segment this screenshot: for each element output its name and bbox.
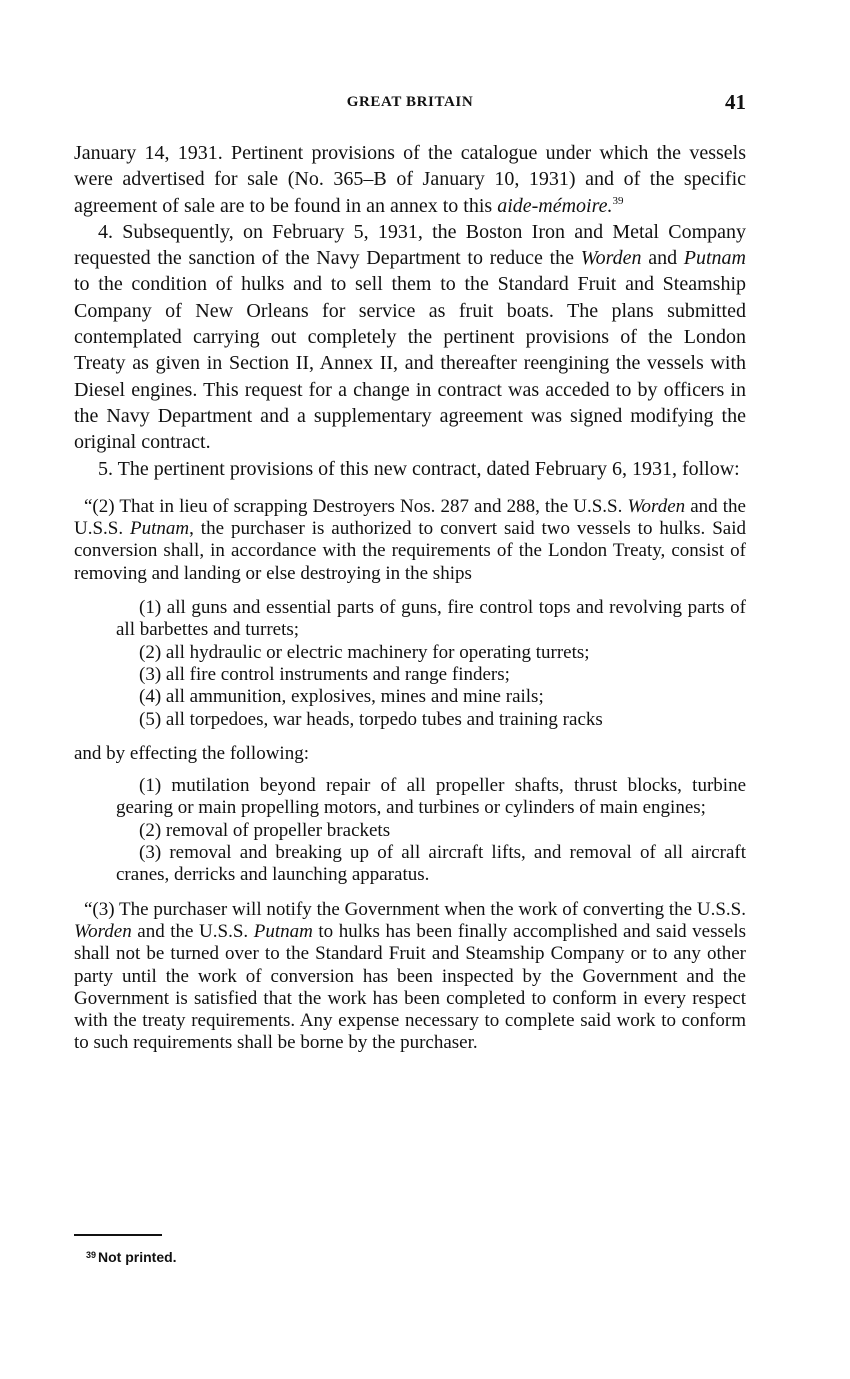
list-item: (2) all hydraulic or electric machinery for operating turrets; [139,641,590,663]
paragraph-text: 4. Subsequently, on February 5, 1931, the Boston Iron and Metal Company requested the sanction of the Navy Department to reduce the [74,220,746,270]
quote-text: “(3) The purchaser will notify the Government when the work of converting the U.S.S. [84,898,746,920]
quote-text: , the purchaser is authorized to convert said two vessels to hulks. Said conversion shall, in accordance with the requirements of the London Treaty, consist of removing and landing or else destroying in the ships [74,518,746,584]
footnote-divider [74,1234,162,1236]
ship-name: Putnam [130,518,190,540]
quote-text: and the U.S.S. [131,920,254,942]
footnote-reference: 39 [612,194,624,207]
footnote [86,1249,177,1265]
ship-name: Worden [580,247,642,270]
paragraph-4 [74,219,746,456]
ship-name: Worden [627,495,686,517]
body-text [74,140,746,1055]
running-head [74,92,746,116]
quote-text: and the U.S.S. [74,495,746,540]
list-item: (3) all fire control instruments and range finders; [139,663,510,685]
effecting-list [116,775,746,886]
list-item: (1) all guns and essential parts of guns, fire control tops and revolving parts of all barbettes and turrets; [116,597,746,641]
list-item: (2) removal of propeller brackets [139,819,391,841]
italic-term: aide-mémoire. [497,194,613,217]
paragraph-text: to the condition of hulks and to sell them to the Standard Fruit and Steamship Company of New Orleans for service as fruit boats. The plans submitted contemplated carrying out completely the pertinent provisions of the London Treaty as given in Section II, Annex II, and thereafter reengining the vessels with Diesel engines. This request for a change in contract was acceded to by officers in the Navy Department and a supplementary agreement was signed modifying the original contract. [74,273,746,454]
ship-name: Putnam [253,920,313,942]
paragraph-continuation [74,140,746,219]
running-title: GREAT BRITAIN [346,94,474,110]
bridge-line: and by effecting the following: [74,742,309,764]
paragraph-text: and [641,247,684,270]
list-item: (5) all torpedoes, war heads, torpedo tubes and training racks [139,708,603,730]
footnote-mark: 39 [86,1250,97,1260]
removal-list [116,597,746,731]
quote-text: “(2) That in lieu of scrapping Destroyers Nos. 287 and 288, the U.S.S. [84,495,628,517]
ship-name: Worden [74,920,132,942]
list-item: (3) removal and breaking up of all aircraft lifts, and removal of all aircraft cranes, derricks and launching apparatus. [116,842,746,886]
ship-name: Putnam [683,247,746,270]
quoted-provision-2 [74,496,746,585]
list-item: (4) all ammunition, explosives, mines and mine rails; [139,686,544,708]
quote-text: to hulks has been finally accomplished and said vessels shall not be turned over to the Standard Fruit and Steamship Company or to any other party until the work of conversion has been inspected by the Government and the Government is satisfied that the work has been completed to conform in every respect with the treaty requirements. Any expense necessary to complete said work to conform to such requirements shall be borne by the purchaser. [74,920,746,1054]
paragraph-5: 5. The pertinent provisions of this new contract, dated February 6, 1931, follow: [98,457,740,480]
quoted-provision-3 [74,899,746,1055]
footnote-text: Not printed. [98,1249,177,1265]
paragraph-text: January 14, 1931. Pertinent provisions of the catalogue under which the vessels were advertised for sale (No. 365–B of January 10, 1931) and of the specific agreement of sale are to be found in an annex to this [74,142,746,217]
list-item: (1) mutilation beyond repair of all propeller shafts, thrust blocks, turbine gearing or main propelling motors, and turbines or cylinders of main engines; [116,775,746,819]
page-number: 41 [725,90,746,114]
